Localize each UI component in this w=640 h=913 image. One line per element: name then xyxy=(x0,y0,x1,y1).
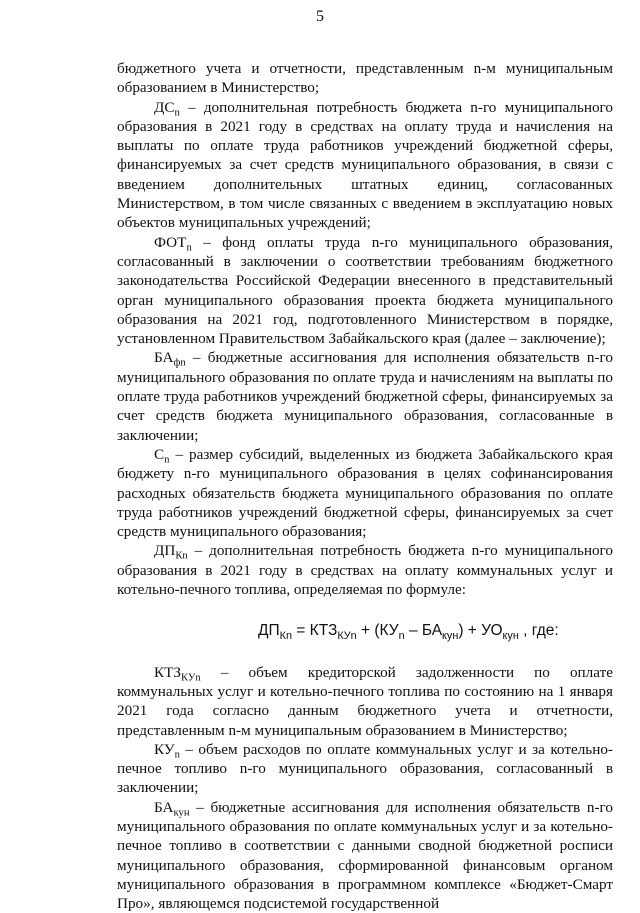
definition-text: – фонд оплаты труда n-го муниципального образования, согласованный в заключении о соответствии требованиям бюджетного законодательства Российской Федерации внесенного в представительный орган муниципального образования проекта бюджета муниципального образования на 2021 год, подготовленного Министерством в порядке, установленном Правительством Забайкальского края (далее – заключение); xyxy=(117,233,613,348)
term-subscript: n xyxy=(164,454,170,466)
definition-text: – объем расходов по оплате коммунальных услуг и за котельно-печное топливо n-го муниципального образования, согласованный в заключении; xyxy=(117,740,613,797)
body-text xyxy=(117,59,613,913)
definition-text: – бюджетные ассигнования для исполнения обязательств n-го муниципального образования по оплате труда и начислениям на выплаты по оплате труда работников учреждений бюджетной сферы, финансируемых за счет средств бюджета муниципального образования, согласованные в заключении; xyxy=(117,349,613,444)
term-symbol: ДС xyxy=(154,98,175,116)
term-subscript: кун xyxy=(173,807,190,819)
definition-c xyxy=(117,445,613,541)
definition-ku xyxy=(117,740,613,798)
term-symbol: КУ xyxy=(154,740,175,758)
definition-dc xyxy=(117,98,613,233)
term-symbol: БА xyxy=(154,349,174,367)
formula: $ДП_{Кn} = КТЗ_{КУn} + (КУ_n - БА_{кун}) + УО_{кун}$ , где: xyxy=(258,622,559,643)
term-symbol: ФОТ xyxy=(154,233,187,251)
definition-text: – дополнительная потребность бюджета n-го муниципального образования в 2021 году в средствах на оплату коммунальных услуг и котельно-печного топлива, определяемая по формуле: xyxy=(117,542,613,599)
page-number: 5 xyxy=(316,8,324,25)
definition-text: – размер субсидий, выделенных из бюджета Забайкальского края бюджету n-го муниципального образования в целях софинансирования расходных обязательств бюджета муниципального образования по оплате труда работников учреждений бюджетной сферы, финансируемых за счет средств муниципального образования; xyxy=(117,445,613,541)
term-symbol: БА xyxy=(154,798,174,816)
term-subscript: КУn xyxy=(181,672,201,684)
definition-ba-fn xyxy=(117,348,613,444)
paragraph-1: бюджетного учета и отчетности, представленным n-м муниципальным образованием в Министерство; xyxy=(117,60,613,97)
term-symbol: С xyxy=(154,445,165,463)
term-subscript: n xyxy=(174,749,180,761)
definition-ba-kun xyxy=(117,798,613,913)
definition-text: – дополнительная потребность бюджета n-го муниципального образования в 2021 году в средствах на оплату труда и начисления на выплаты по оплате труда работников учреждений бюджетной сферы, финансируемых за счет средств муниципального образования, в связи с введением дополнительных штатных единиц, согласованных Министерством, в том числе связанных с введением в эксплуатацию новых объектов муниципальных учреждений; xyxy=(117,98,613,232)
definition-text: – бюджетные ассигнования для исполнения обязательств n-го муниципального образования по оплате коммунальных услуг и за котельно-печное топливо в соответствии с данными сводной бюджетной росписи муниципального образования, сформированной финансовым органом муниципального образования в программном комплексе «Бюджет-Смарт Про», являющемся подсистемой государственной xyxy=(117,798,613,913)
term-subscript: фn xyxy=(173,358,186,370)
term-symbol: КТЗ xyxy=(154,663,182,681)
definition-ktz xyxy=(117,663,613,740)
definition-text: – объем кредиторской задолженности по оплате коммунальных услуг и котельно-печного топлива по состоянию на 1 января 2021 года согласно данным бюджетного учета и отчетности, представленным n-м муниципальным образованием в Министерство; xyxy=(117,663,613,739)
definition-dp-kn xyxy=(117,541,613,599)
term-symbol: ДП xyxy=(154,542,176,560)
definition-fot xyxy=(117,233,613,349)
term-subscript: Кn xyxy=(175,551,188,563)
term-subscript: n xyxy=(174,107,180,119)
term-subscript: n xyxy=(186,242,192,254)
